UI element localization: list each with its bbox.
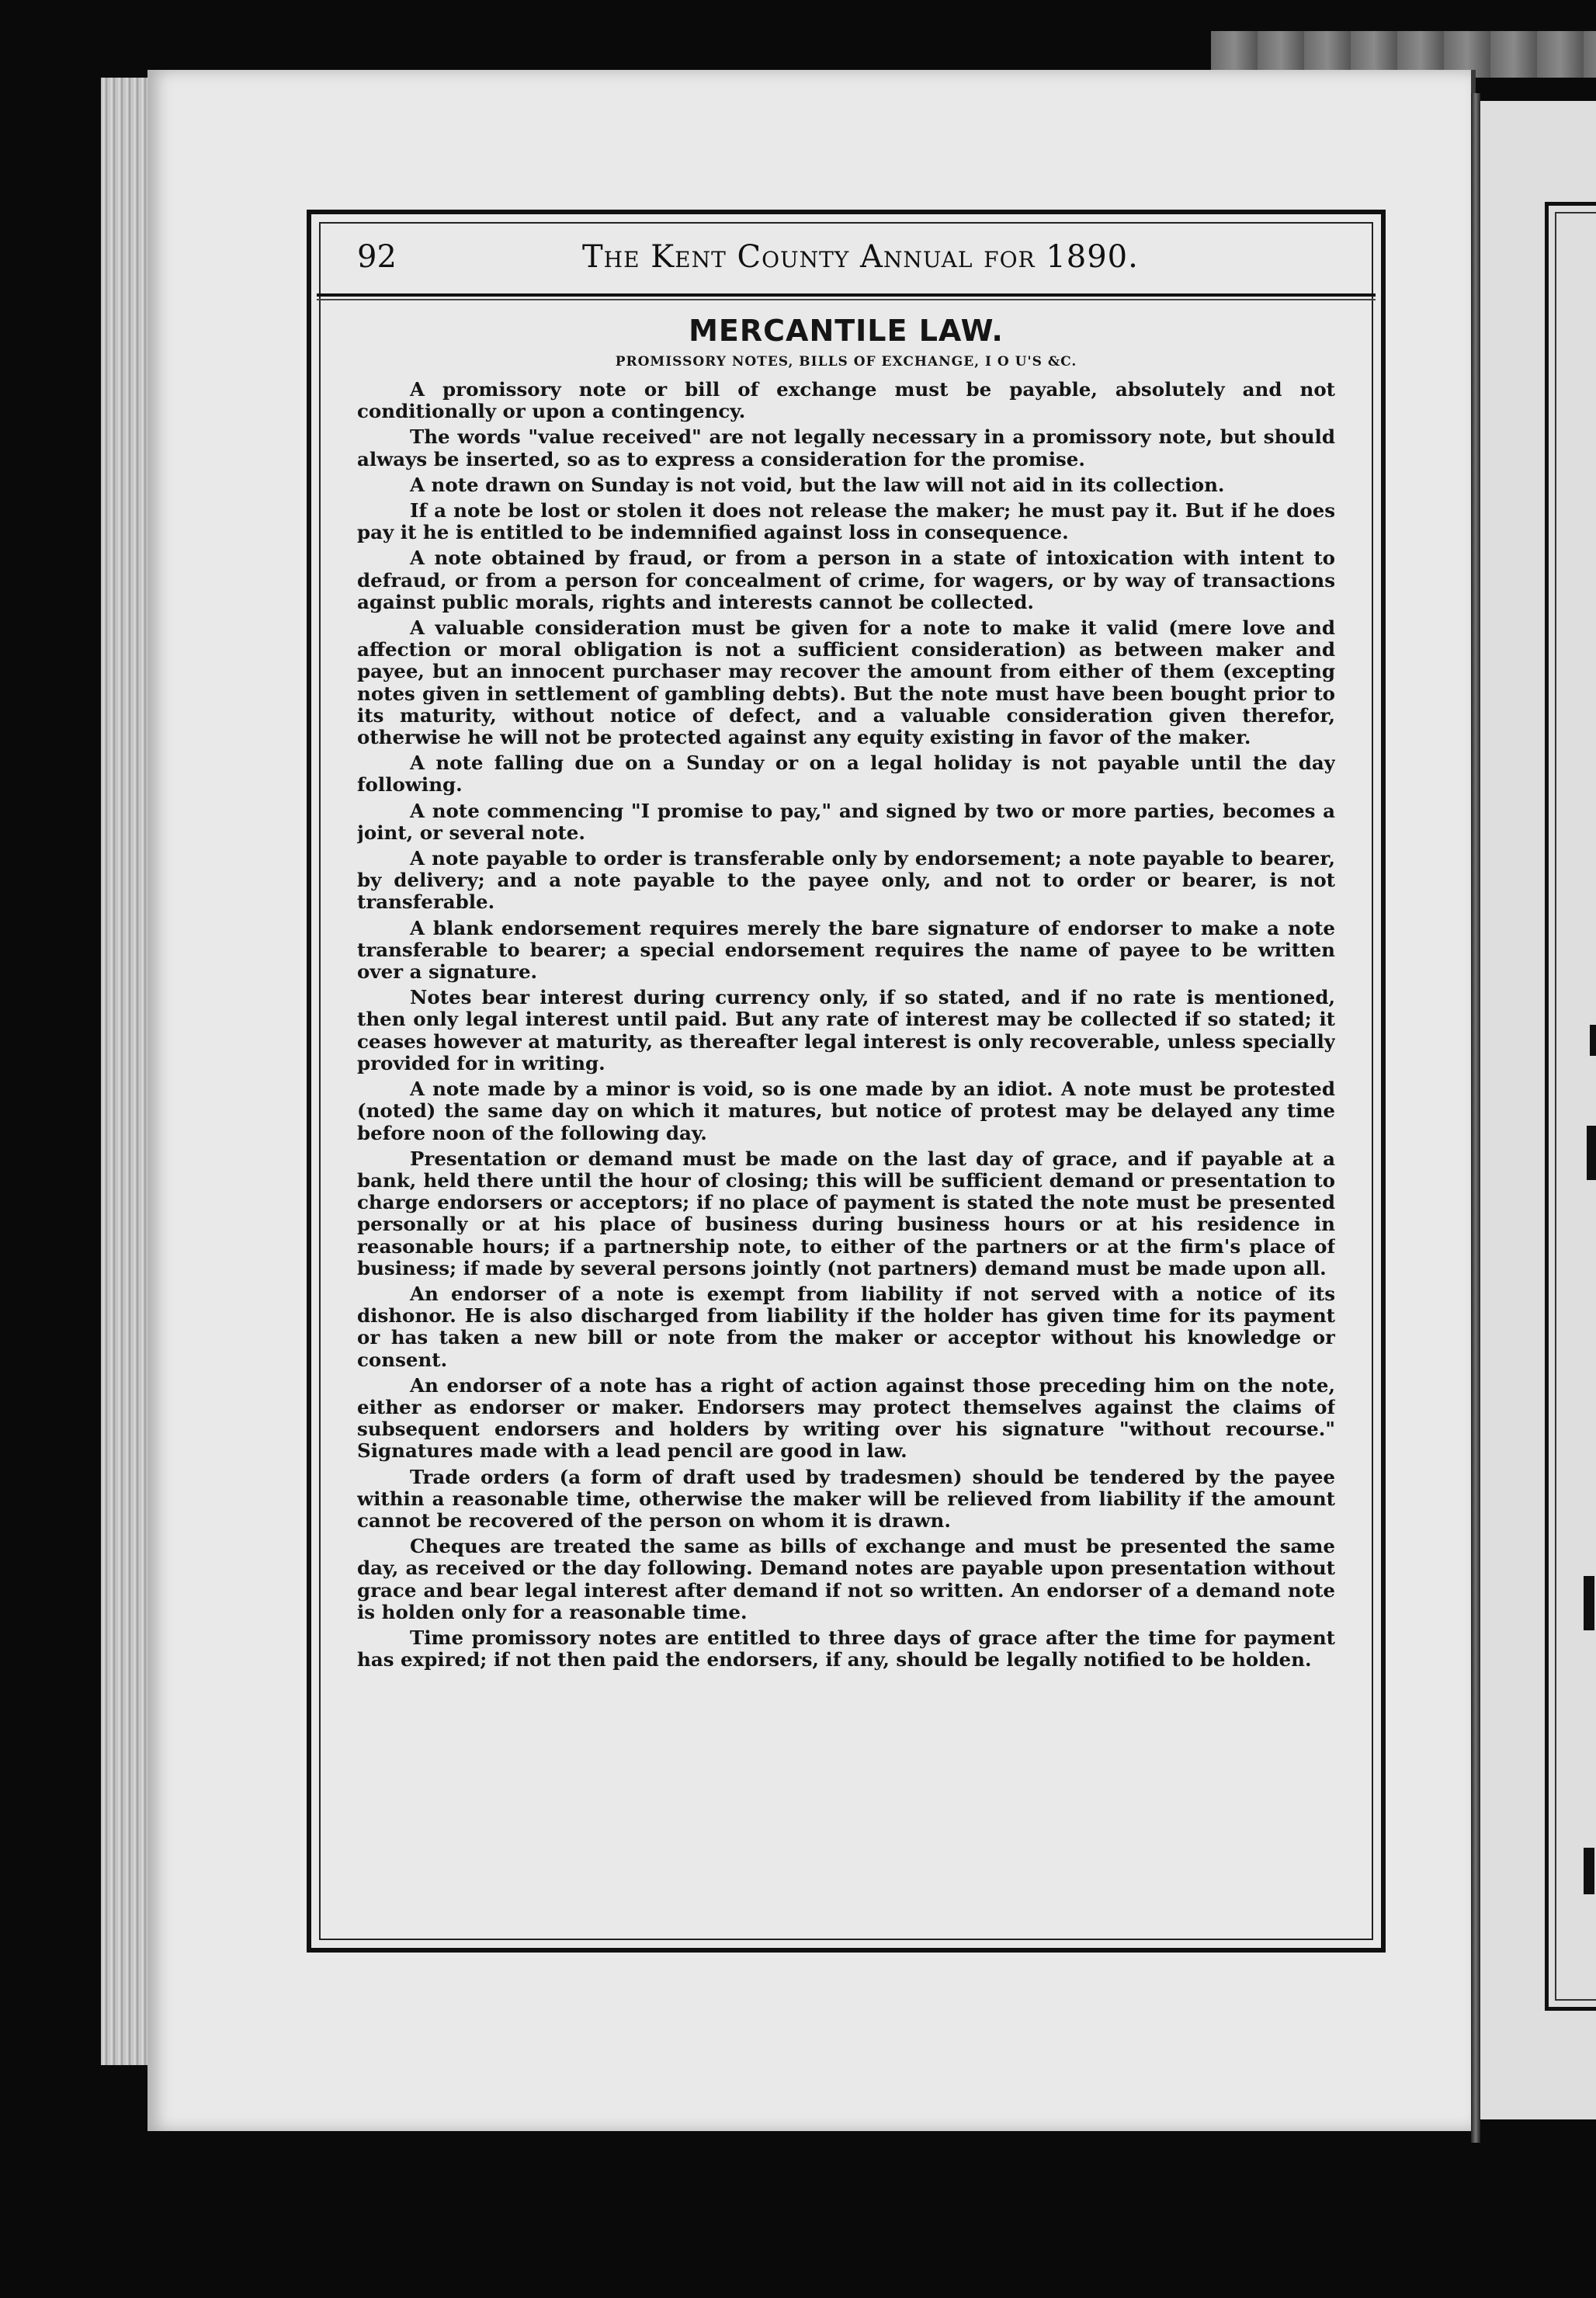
article-body — [357, 379, 1335, 1671]
article-paragraph: If a note be lost or stolen it does not release the maker; he must pay it. But if he does pay it he is entitled to be indemnified against loss in consequence. — [357, 499, 1335, 544]
book-gutter — [1471, 93, 1480, 2143]
right-page-text-fragment — [1590, 1025, 1596, 1056]
header-rule-thin — [317, 299, 1376, 300]
right-page-text-fragment — [1584, 1576, 1594, 1630]
article-paragraph: A note payable to order is transferable only by endorsement; a note payable to bearer, by delivery; and a note payable to the payee only, and not to order or bearer, is not transferable. — [357, 847, 1335, 914]
right-page-frame — [1545, 202, 1596, 2011]
article-paragraph: A note commencing "I promise to pay," and signed by two or more parties, becomes a joint, or several note. — [357, 799, 1335, 844]
article-title: MERCANTILE LAW. — [689, 314, 1004, 348]
article-paragraph: Presentation or demand must be made on the last day of grace, and if payable at a bank, held there until the hour of closing; this will be sufficient demand or presentation to charge endorsers or acceptors; if no place of payment is stated the note must be presented personally or at his place of business during business hours or at his residence in reasonable hours; if a partnership note, to either of the partners or at the firm's place of business; if made by several persons jointly (not partners) demand must be made upon all. — [357, 1147, 1335, 1279]
article-paragraph: The words "value received" are not legally necessary in a promissory note, but should always be inserted, so as to express a consideration for the promise. — [357, 425, 1335, 470]
article-paragraph: An endorser of a note has a right of action against those preceding him on the note, either as endorser or maker. Endorsers may protect themselves against the claims of subsequent endorsers and holders by writing over his signature "without recourse." Signatures made with a lead pencil are good in law. — [357, 1373, 1335, 1463]
running-head: The Kent County Annual for 1890. — [582, 239, 1139, 275]
article-paragraph: Notes bear interest during currency only, if so stated, and if no rate is mentioned, then only legal interest until paid. But any rate of interest may be collected if so stated; it ceases however at maturity, as thereafter legal interest is only recoverable, unless specially provided for in writing. — [357, 986, 1335, 1074]
right-page-text-fragment — [1587, 1126, 1596, 1180]
article-paragraph: A valuable consideration must be given for a note to make it valid (mere love and affection or moral obligation is not a sufficient consideration) as between maker and payee, but an innocent purchaser may recover the amount from either of them (excepting notes given in settlement of gambling debts). But the note must have been bought prior to its maturity, without notice of defect, and a valuable consideration given therefor, otherwise he will not be protected against any equity existing in favor of the maker. — [357, 616, 1335, 749]
article-paragraph: Trade orders (a form of draft used by tradesmen) should be tendered by the payee within a reasonable time, otherwise the maker will be relieved from liability if the amount cannot be recovered of the person on whom it is drawn. — [357, 1465, 1335, 1532]
article-paragraph: A note drawn on Sunday is not void, but the law will not aid in its collection. — [410, 473, 1225, 496]
article-paragraph: Time promissory notes are entitled to three days of grace after the time for payment has expired; if not then paid the endorsers, if any, should be legally notified to be holden. — [357, 1626, 1335, 1671]
article-subtitle: PROMISSORY NOTES, BILLS OF EXCHANGE, I O U'S &C. — [615, 354, 1077, 370]
article-paragraph: A note obtained by fraud, or from a person in a state of intoxication with intent to defraud, or from a person for concealment of crime, for wagers, or by way of transactions against public morals, rights and interests cannot be collected. — [357, 547, 1335, 613]
right-page-text-fragment — [1584, 1848, 1594, 1894]
page-header — [334, 233, 1366, 289]
article-paragraph: A note made by a minor is void, so is one made by an idiot. A note must be protested (noted) the same day on which it matures, but notice of protest may be delayed any time before noon of the following day. — [357, 1078, 1335, 1144]
article-paragraph: A promissory note or bill of exchange must be payable, absolutely and not conditionally or upon a contingency. — [357, 378, 1335, 423]
header-rule — [317, 293, 1376, 297]
article-paragraph: A note falling due on a Sunday or on a legal holiday is not payable until the day following. — [357, 752, 1335, 797]
page-number: 92 — [357, 239, 397, 275]
article-paragraph: Cheques are treated the same as bills of exchange and must be presented the same day, as received or the day following. Demand notes are payable upon presentation without grace and bear legal interest after demand if not so written. An endorser of a demand note is holden only for a reasonable time. — [357, 1535, 1335, 1623]
article — [357, 314, 1335, 1897]
article-paragraph: A blank endorsement requires merely the bare signature of endorser to make a note transferable to bearer; a special endorsement requires the name of payee to be written over a signature. — [357, 916, 1335, 984]
article-paragraph: An endorser of a note is exempt from liability if not served with a notice of its dishonor. He is also discharged from liability if the holder has given time for its payment or has taken a new bill or note from the maker or acceptor without his knowledge or consent. — [357, 1282, 1335, 1371]
